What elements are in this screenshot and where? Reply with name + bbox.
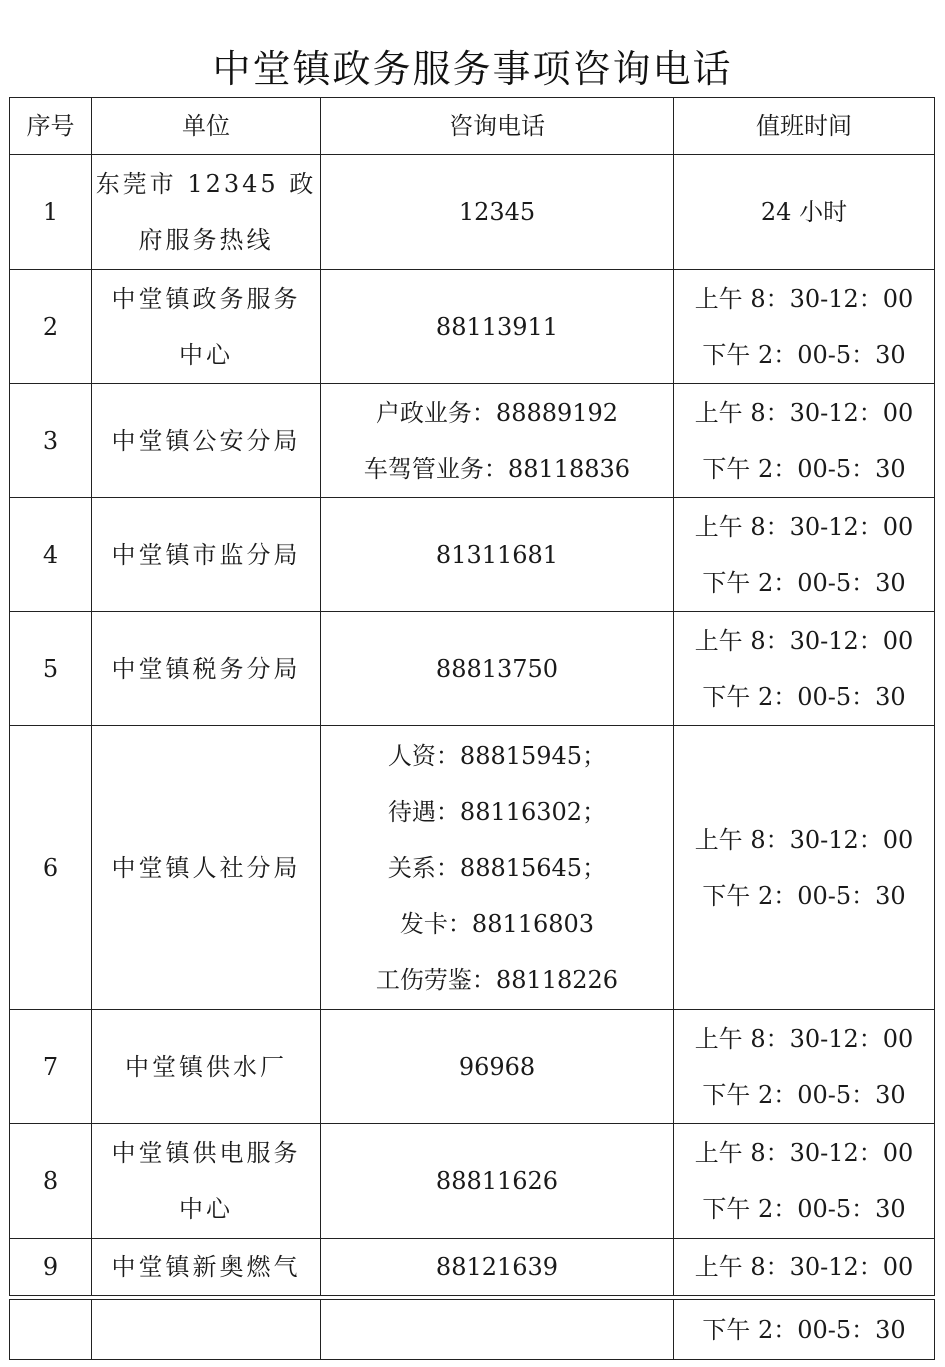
cell-hours bbox=[674, 1124, 935, 1239]
cell-phone-line: 12345 bbox=[458, 198, 536, 226]
cell-phone-line: 88121639 bbox=[435, 1253, 559, 1281]
cell-hours-line: 下午 2：00-5：30 bbox=[702, 454, 906, 483]
cell-phone-line: 88813750 bbox=[435, 654, 559, 683]
cell-phone bbox=[321, 498, 674, 612]
cell-unit-line: 中堂镇人社分局 bbox=[111, 853, 301, 882]
cell-unit bbox=[92, 498, 321, 612]
cell-unit-line: 府服务热线 bbox=[138, 226, 274, 254]
table-row bbox=[10, 1124, 935, 1239]
cell-unit-line: 中堂镇市监分局 bbox=[111, 540, 301, 569]
cell-unit-line: 中堂镇供水厂 bbox=[125, 1052, 287, 1081]
cell-hours bbox=[674, 384, 935, 498]
cell-hours bbox=[674, 270, 935, 384]
cell-hours bbox=[674, 612, 935, 726]
cell-phone-line: 人资：88815945； bbox=[387, 741, 607, 770]
cell-unit bbox=[92, 270, 321, 384]
cell-phone bbox=[321, 155, 674, 270]
cell-unit-line: 东莞市 12345 政 bbox=[95, 170, 317, 198]
table-row bbox=[10, 726, 935, 1010]
continuation-phone bbox=[321, 1300, 674, 1360]
table-row bbox=[10, 612, 935, 726]
cell-hours-line: 下午 2：00-5：30 bbox=[702, 1195, 906, 1223]
continuation-seq bbox=[10, 1300, 92, 1360]
cell-phone-line: 88811626 bbox=[435, 1167, 559, 1195]
continuation-table bbox=[9, 1299, 935, 1360]
table-row bbox=[10, 1239, 935, 1296]
header-seq: 序号 bbox=[10, 98, 92, 155]
cell-hours-line: 上午 8：30-12：00 bbox=[694, 1139, 914, 1167]
cell-seq: 2 bbox=[10, 270, 92, 384]
cell-seq: 7 bbox=[10, 1010, 92, 1124]
header-unit: 单位 bbox=[92, 98, 321, 155]
cell-seq: 1 bbox=[10, 155, 92, 270]
cell-seq: 4 bbox=[10, 498, 92, 612]
cell-unit bbox=[92, 384, 321, 498]
cell-unit-line: 中堂镇新奥燃气 bbox=[111, 1253, 301, 1281]
header-hours: 值班时间 bbox=[674, 98, 935, 155]
cell-phone-line: 车驾管业务：88118836 bbox=[363, 454, 631, 483]
cell-phone-line: 81311681 bbox=[435, 540, 559, 569]
cell-unit bbox=[92, 1239, 321, 1296]
cell-hours bbox=[674, 1239, 935, 1296]
header-phone: 咨询电话 bbox=[321, 98, 674, 155]
cell-phone bbox=[321, 1239, 674, 1296]
cell-hours bbox=[674, 1010, 935, 1124]
cell-hours-line: 上午 8：30-12：00 bbox=[694, 1024, 914, 1053]
cell-phone bbox=[321, 384, 674, 498]
cell-hours-line: 上午 8：30-12：00 bbox=[694, 626, 914, 655]
cell-unit-line: 中堂镇供电服务 bbox=[111, 1139, 301, 1167]
table-row bbox=[10, 1010, 935, 1124]
cell-phone bbox=[321, 1124, 674, 1239]
cell-unit-line: 中堂镇税务分局 bbox=[111, 654, 301, 683]
consultation-phone-table bbox=[9, 97, 935, 1296]
cell-unit bbox=[92, 726, 321, 1010]
table-row bbox=[10, 155, 935, 270]
cell-hours bbox=[674, 155, 935, 270]
cell-hours-line: 下午 2：00-5：30 bbox=[702, 340, 906, 369]
cell-phone-line: 关系：88815645； bbox=[387, 853, 607, 882]
continuation-unit bbox=[92, 1300, 321, 1360]
cell-unit-line: 中心 bbox=[179, 1195, 233, 1223]
cell-hours-line: 24 小时 bbox=[760, 198, 848, 226]
cell-seq: 3 bbox=[10, 384, 92, 498]
cell-hours-line: 上午 8：30-12：00 bbox=[694, 284, 914, 313]
cell-unit bbox=[92, 1124, 321, 1239]
cell-unit-line: 中堂镇政务服务 bbox=[111, 284, 301, 313]
table-row bbox=[10, 498, 935, 612]
table-header-row bbox=[10, 98, 935, 155]
cell-phone bbox=[321, 726, 674, 1010]
page-title: 中堂镇政务服务事项咨询电话 bbox=[212, 47, 733, 91]
cell-hours-line: 上午 8：30-12：00 bbox=[694, 1253, 914, 1281]
cell-phone-line: 待遇：88116302； bbox=[387, 797, 607, 826]
cell-seq: 8 bbox=[10, 1124, 92, 1239]
cell-phone bbox=[321, 1010, 674, 1124]
cell-unit bbox=[92, 612, 321, 726]
cell-hours bbox=[674, 498, 935, 612]
continuation-row bbox=[10, 1300, 935, 1360]
cell-unit bbox=[92, 155, 321, 270]
cell-hours-line: 下午 2：00-5：30 bbox=[702, 568, 906, 597]
cell-unit bbox=[92, 1010, 321, 1124]
cell-phone-line: 户政业务：88889192 bbox=[375, 398, 619, 427]
cell-hours bbox=[674, 726, 935, 1010]
cell-hours-line: 上午 8：30-12：00 bbox=[694, 398, 914, 427]
cell-phone bbox=[321, 270, 674, 384]
cell-hours-line: 下午 2：00-5：30 bbox=[702, 881, 906, 910]
cell-hours-line: 下午 2：00-5：30 bbox=[702, 1080, 906, 1109]
table-row bbox=[10, 270, 935, 384]
continuation-hours: 下午 2：00-5：30 bbox=[674, 1300, 935, 1360]
cell-phone-line: 96968 bbox=[458, 1052, 536, 1081]
cell-seq: 9 bbox=[10, 1239, 92, 1296]
cell-hours-line: 上午 8：30-12：00 bbox=[694, 512, 914, 541]
cell-hours-line: 上午 8：30-12：00 bbox=[694, 825, 914, 854]
cell-phone-line: 工伤劳鉴：88118226 bbox=[375, 965, 619, 994]
cell-unit-line: 中堂镇公安分局 bbox=[111, 426, 301, 455]
table-row bbox=[10, 384, 935, 498]
cell-hours-line: 下午 2：00-5：30 bbox=[702, 682, 906, 711]
cell-phone-line: 88113911 bbox=[435, 312, 559, 341]
cell-seq: 5 bbox=[10, 612, 92, 726]
cell-seq: 6 bbox=[10, 726, 92, 1010]
cell-unit-line: 中心 bbox=[179, 340, 233, 369]
cell-phone bbox=[321, 612, 674, 726]
cell-phone-line: 发卡：88116803 bbox=[399, 909, 595, 938]
